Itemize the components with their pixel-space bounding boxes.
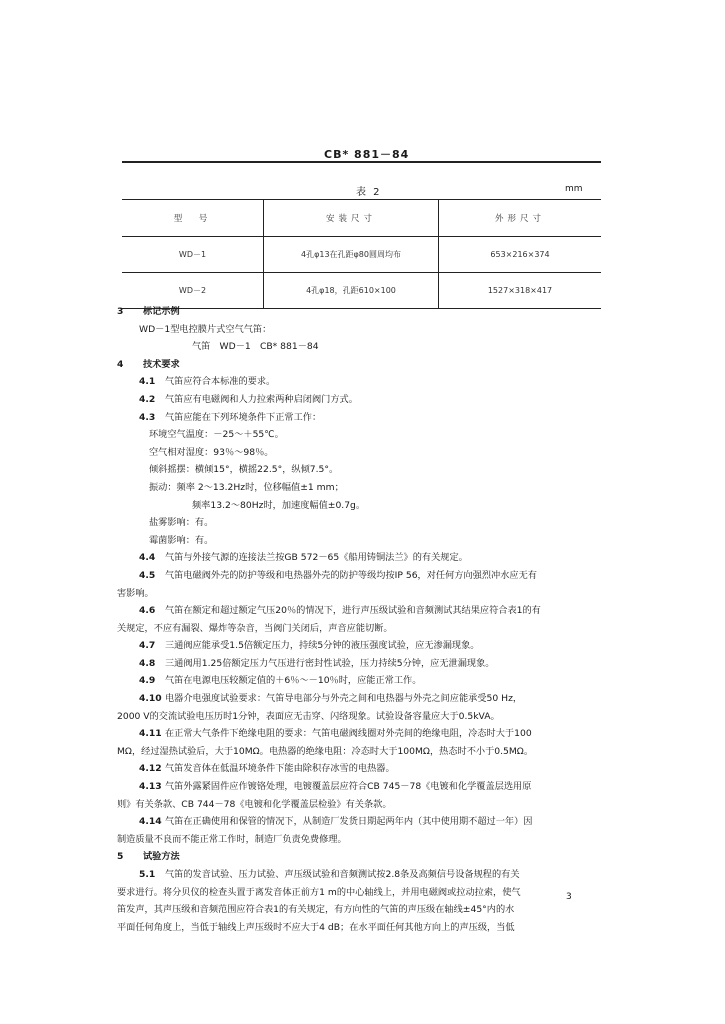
text-line [117, 708, 603, 726]
clause-text: 霉菌影响：有。 [149, 534, 214, 546]
text-line [117, 514, 603, 532]
clause-text: 2000 V的交流试验电压历时1分钟，表面应无击穿、闪络现象。试验设备容量应大于0.5kVA。 [117, 710, 500, 722]
clause-text: 气笛的发音试验、压力试验、声压级试验和音频测试按2.8条及高频信号设备规程的有关 [165, 869, 520, 880]
text-line [117, 796, 603, 814]
clause-text: 则》有关条款、CB 744－78《电镀和化学覆盖层检验》有关条款。 [117, 798, 392, 810]
clause-text: 制造质量不良而不能正常工作时，制造厂负责免费修理。 [117, 833, 347, 845]
clause-line [117, 567, 603, 585]
clause-line [117, 778, 603, 796]
clause-number: 5.1 [139, 869, 156, 880]
clause-text: 盐雾影响：有。 [149, 517, 214, 529]
clause-line [117, 637, 603, 655]
text-line [117, 585, 603, 603]
text-line [117, 831, 603, 849]
text-line [117, 426, 603, 444]
clause-line [117, 602, 603, 620]
clause-line [117, 848, 603, 866]
table-2 [122, 199, 601, 309]
clause-line [117, 760, 603, 778]
clause-number: 4.8 [139, 657, 156, 669]
table-cell-model: WD－1 [122, 237, 264, 273]
text-line [117, 321, 603, 339]
clause-number: 4.10 [139, 693, 162, 705]
clause-text: 倾斜摇摆：横倾15°，横摇22.5°，纵倾7.5°。 [149, 464, 339, 476]
clause-text: 害影响。 [117, 587, 154, 599]
clause-line [117, 409, 603, 427]
table-cell-overall-size: 1527×318×417 [439, 273, 602, 309]
clause-line [117, 549, 603, 567]
clause-text: 气笛外露紧固件应作镀铬处理，电镀覆盖层应符合CB 745－78《电镀和化学覆盖层选用原 [165, 781, 532, 793]
clause-text: 技术要求 [143, 358, 180, 370]
clause-text: WD－1型电控膜片式空气气笛： [139, 323, 272, 335]
text-line [117, 743, 603, 761]
clause-text: 气笛在正确使用和保管的情况下，从制造厂发货日期起两年内（其中使用期不超过一年）因 [165, 816, 533, 828]
clause-text: 气笛在电源电压较额定值的＋6％～－10％时，应能正常工作。 [165, 675, 422, 687]
clause-line [117, 866, 603, 884]
clause-line [117, 690, 603, 708]
clause-number: 4.6 [139, 605, 156, 617]
clause-number: 4.13 [139, 781, 162, 793]
table-cell-installation-size: 4孔φ18，孔距610×100 [264, 273, 439, 309]
clause-line [117, 813, 603, 831]
text-line [117, 497, 603, 515]
clause-line [117, 356, 603, 374]
clause-number: 4.5 [139, 569, 156, 581]
clause-text: 三通阀应能承受1.5倍额定压力，持续5分钟的液压强度试验，应无渗漏现象。 [165, 640, 480, 652]
clause-text: 气笛应有电磁阀和人力拉索两种启闭阀门方式。 [165, 393, 358, 405]
table-row [122, 237, 601, 273]
text-line [117, 338, 603, 356]
clause-number: 4.3 [139, 411, 156, 423]
clause-text: 三通阀用1.25倍额定压力气压进行密封性试验，压力持续5分钟，应无泄漏现象。 [165, 657, 495, 669]
document-body [117, 303, 603, 936]
table-header-row [122, 200, 601, 237]
column-header-installation-size: 安装尺寸 [264, 200, 439, 237]
clause-text: 气笛电磁阀外壳的防护等级和电热器外壳的防护等级均按IP 56，对任何方向强烈冲水应无有 [165, 569, 537, 581]
clause-number: 4.4 [139, 552, 156, 564]
clause-text: 气笛应能在下列环境条件下正常工作： [165, 411, 322, 423]
text-line [117, 919, 603, 937]
clause-number: 4.11 [139, 728, 162, 740]
clause-text: 电器介电强度试验要求：气笛导电部分与外壳之间和电热器与外壳之间应能承受50 Hz， [165, 693, 523, 705]
clause-number: 4 [117, 358, 124, 370]
clause-number: 4.12 [139, 763, 162, 775]
clause-text: 笛发声，其声压级和音频范围应符合表1的有关规定，有方向性的气笛的声压级在轴线±45°内的水 [117, 904, 515, 916]
text-line [117, 620, 603, 638]
clause-text: 振动：频率 2～13.2Hz时，位移幅值±1 mm； [149, 481, 344, 493]
clause-line [117, 672, 603, 690]
clause-line [117, 303, 603, 321]
clause-number: 4.14 [139, 816, 162, 828]
clause-line [117, 725, 603, 743]
clause-line [117, 373, 603, 391]
clause-number: 5 [117, 851, 124, 863]
page-number: 3 [566, 892, 572, 902]
table-cell-overall-size: 653×216×374 [439, 237, 602, 273]
clause-line [117, 655, 603, 673]
column-header-overall-size: 外形尺寸 [439, 200, 602, 237]
clause-text: 平面任何角度上，当低于轴线上声压级时不应大于4 dB；在水平面任何其他方向上的声压级，当低 [117, 921, 515, 933]
clause-text: 空气相对湿度：93％～98％。 [149, 446, 274, 458]
table-caption: 表 2 [356, 187, 382, 198]
clause-text: 标记示例 [143, 306, 180, 317]
clause-number: 3 [117, 306, 124, 317]
column-header-model: 型 号 [122, 200, 264, 237]
table-unit: mm [565, 184, 583, 194]
clause-text: 在正常大气条件下绝缘电阻的要求：气笛电磁阀线圈对外壳间的绝缘电阻，冷态时大于100 [165, 728, 532, 740]
clause-number: 4.7 [139, 640, 156, 652]
header-rule [122, 161, 601, 163]
clause-number: 4.1 [139, 376, 156, 388]
table-cell-installation-size: 4孔φ13在孔距φ80圆周均布 [264, 237, 439, 273]
text-line [117, 444, 603, 462]
text-line [117, 884, 603, 902]
clause-text: 气笛应符合本标准的要求。 [165, 376, 276, 388]
clause-number: 4.2 [139, 393, 156, 405]
clause-number: 4.9 [139, 675, 156, 687]
clause-text: 频率13.2～80Hz时，加速度幅值±0.7g。 [192, 499, 366, 511]
clause-text: 气笛发音体在低温环境条件下能由除积存冰雪的电热器。 [165, 763, 395, 775]
clause-text: 气笛 WD－1 CB* 881－84 [192, 341, 319, 353]
clause-text: 关规定，不应有漏裂、爆炸等杂音，当阀门关闭后，声音应能切断。 [117, 622, 393, 634]
clause-text: 试验方法 [143, 851, 180, 863]
clause-text: 气笛与外接气源的连接法兰按GB 572－65《船用铸铜法兰》的有关规定。 [165, 552, 468, 564]
clause-text: 环境空气温度：－25～＋55℃。 [149, 429, 284, 441]
text-line [117, 901, 603, 919]
text-line [117, 532, 603, 550]
standard-code-header: CB* 881－84 [324, 148, 410, 161]
text-line [117, 479, 603, 497]
clause-text: MΩ，经过湿热试验后，大于10MΩ。电热器的绝缘电阻：冷态时大于100MΩ，热态时不小于0.5MΩ。 [117, 745, 534, 757]
text-line [117, 461, 603, 479]
clause-text: 气笛在额定和超过额定气压20％的情况下，进行声压级试验和音频测试其结果应符合表1的有 [165, 605, 541, 617]
table-cell-model: WD－2 [122, 273, 264, 309]
clause-line [117, 391, 603, 409]
clause-text: 要求进行。将分贝仪的检查头置于离发音体正前方1 m的中心轴线上，并用电磁阀或拉动拉索，使气 [117, 886, 521, 898]
